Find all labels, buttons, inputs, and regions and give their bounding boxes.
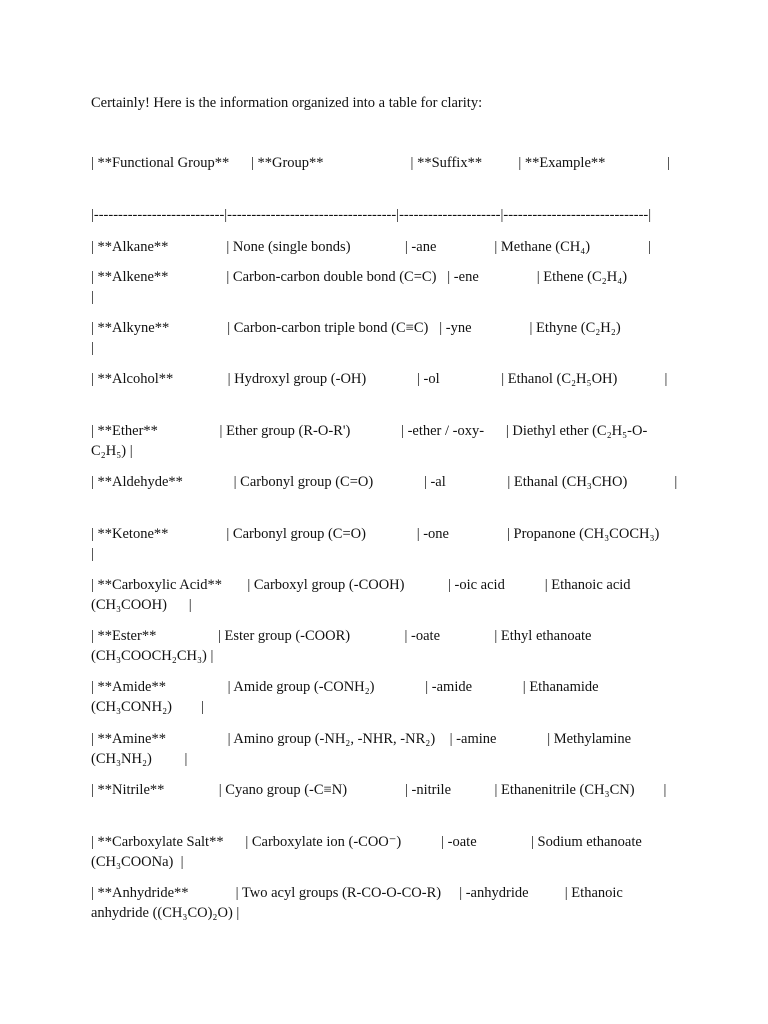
table-row: | **Ketone** | Carbonyl group (C=O) | -one | Propanone (CH₃COCH₃) |: [91, 526, 692, 562]
table-row: | **Alkane** | None (single bonds) | -ane | Methane (CH₄) |: [91, 239, 652, 255]
table-row: | **Ether** | Ether group (R-O-R') | -ether / -oxy- | Diethyl ether (C₂H₅-O-C₂H₅) |: [91, 423, 648, 459]
table-row: | **Anhydride** | Two acyl groups (R-CO-O-CO-R) | -anhydride | Ethanoic anhydride ((CH₃CO)₂O) |: [91, 885, 627, 921]
intro-text: Certainly! Here is the information organized into a table for clarity:: [91, 95, 483, 111]
table-row: | **Carboxylic Acid** | Carboxyl group (-COOH) | -oic acid | Ethanoic acid (CH₃COOH) |: [91, 577, 635, 613]
table-row: | **Amine** | Amino group (-NH₂, -NHR, -NR₂) | -amine | Methylamine (CH₃NH₂) |: [91, 731, 635, 767]
table-row: | **Ester** | Ester group (-COOR) | -oate | Ethyl ethanoate (CH₃COOCH₂CH₃) |: [91, 628, 596, 664]
table-header-line: | **Functional Group** | **Group** | **Suffix** | **Example** |: [91, 155, 670, 171]
table-row: | **Amide** | Amide group (-CONH₂) | -amide | Ethanamide (CH₃CONH₂) |: [91, 679, 603, 715]
table-row: | **Alcohol** | Hydroxyl group (-OH) | -ol | Ethanol (C₂H₅OH) |: [91, 371, 668, 387]
table-separator-line: |---------------------------|-----------------------------------|---------------------|------------------------------|: [91, 207, 652, 223]
table-row: | **Carboxylate Salt** | Carboxylate ion (-COO⁻) | -oate | Sodium ethanoate (CH₃COONa) |: [91, 834, 646, 870]
table-row: | **Nitrile** | Cyano group (-C≡N) | -nitrile | Ethanenitrile (CH₃CN) |: [91, 782, 667, 798]
table-row: | **Alkene** | Carbon-carbon double bond (C=C) | -ene | Ethene (C₂H₄) |: [91, 269, 686, 305]
table-row: | **Aldehyde** | Carbonyl group (C=O) | -al | Ethanal (CH₃CHO) |: [91, 474, 678, 490]
table-row: | **Alkyne** | Carbon-carbon triple bond (C≡C) | -yne | Ethyne (C₂H₂) |: [91, 320, 679, 356]
